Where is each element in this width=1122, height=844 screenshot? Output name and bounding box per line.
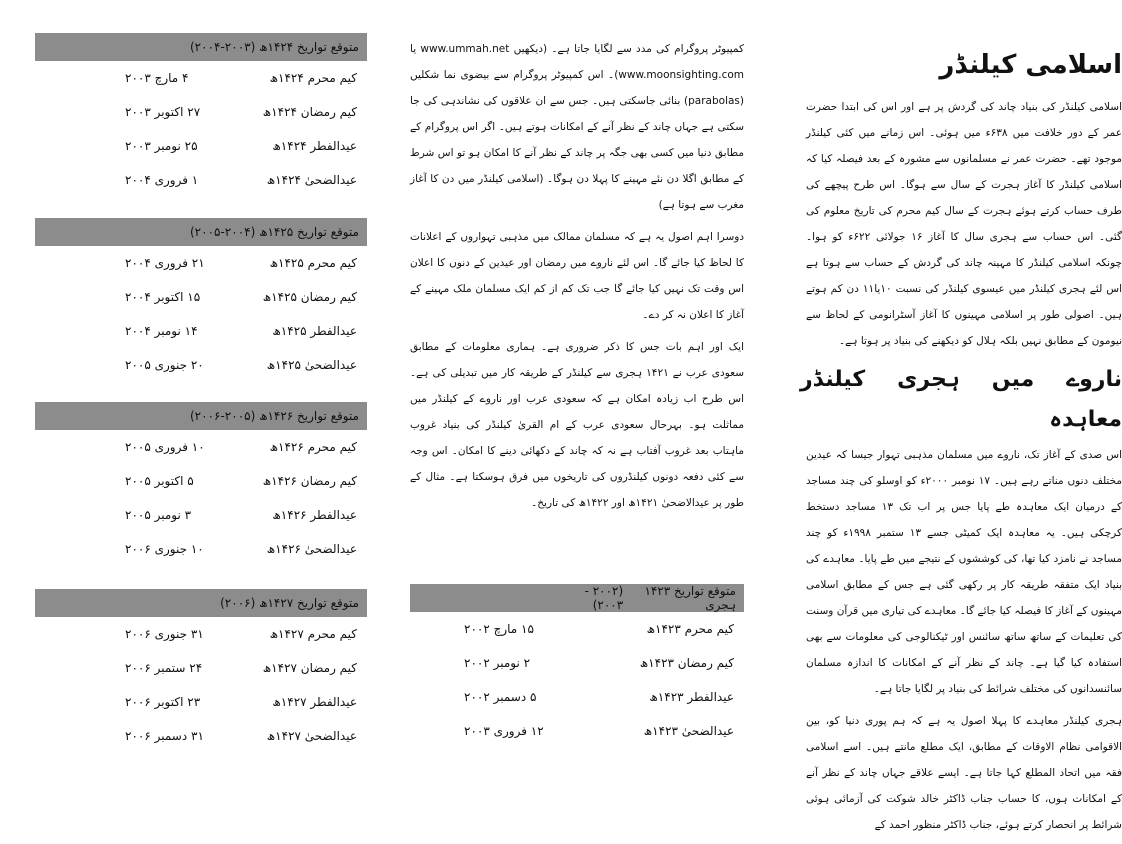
hijri-date: کیم محرم ۱۴۲۵ھ [269,256,357,270]
gregorian-date: ۴ مارچ ۲۰۰۳ [125,71,189,85]
hijri-date: کیم محرم ۱۴۲۴ھ [269,71,357,85]
table-row [410,714,744,748]
link-ummah[interactable]: www.ummah.net [420,43,510,55]
text-segment: )۔ اس کمپیوٹر پروگرام سے بیضوی نما شکلیں ( [410,69,744,107]
table-1423 [410,584,744,748]
hijri-date: عیدالضحیٰ ۱۴۲۴ھ [266,173,357,187]
paragraph-second-principle: دوسرا اہم اصول یہ ہے کہ مسلمان ممالک میں مذہبی تہواروں کے اعلانات کا لحاظ کیا جائے گا۔ اس لئے ناروے میں رمضان اور عیدین کے دنوں کا اعلان اس وقت تک نہیں کیا جائے گا جب تک کم از کم ایک مسلمان ملک مہینے کے آغاز کا اعلان نہ کر دے۔ [410,231,744,321]
table-header [35,589,367,617]
hijri-date: کیم رمضان ۱۴۲۵ھ [262,290,357,304]
table-row [35,617,367,651]
gregorian-date: ۱۴ نومبر ۲۰۰۴ [125,324,198,338]
gregorian-date: ۲۳ اکتوبر ۲۰۰۶ [125,695,201,709]
gregorian-date: ۳۱ دسمبر ۲۰۰۶ [125,729,204,743]
right-column [800,40,1122,844]
table-1427 [35,589,367,753]
table-header [410,584,744,612]
table-title: متوقع تواریخ ۱۴۲۴ھ (۲۰۰۳-۲۰۰۴) [189,40,359,54]
table-header [35,402,367,430]
paragraph-norway-agreement: اس صدی کے آغاز تک، ناروے میں مسلمان مذہبی تہوار جیسا کہ عیدین مختلف دنوں مناتے رہے ہیں۔ ۱۷ نومبر ۲۰۰۰ء کو اوسلو کی چند مساجد کے درمیان ایک معاہدہ طے پایا جس پر اب تک ۱۳ مساجد دستخط کرچکی ہیں۔ یہ معاہدہ ایک کمیٹی جسے ۱۳ ستمبر ۱۹۹۸ء کو چند مساجد نے نامزد کیا تھا، کی کوششوں کے نتیجے میں طے پایا۔ معاہدے کی بنیاد ایک متفقہ طریقہ کار پر رکھی گئی ہے جس کے مطابق اسلامی مہینوں کے آغاز کا فیصلہ کیا جائے گا۔ معاہدے کی تیاری میں قرآن وسنت کی تعلیمات کے ساتھ ساتھ سائنس اور ٹیکنالوجی کی معلومات سے بھی استفادہ کیا گیا ہے۔ چاند کے نظر آنے کے امکانات کا اندازہ مسلمان سائنسدانوں کی مختلف شرائط کی بنیاد پر لگایا جاتا ہے۔ [806,449,1122,695]
hijri-date: کیم محرم ۱۴۲۶ھ [269,440,357,454]
hijri-date: کیم محرم ۱۴۲۷ھ [269,627,357,641]
table-header [35,218,367,246]
gregorian-date: ۱۰ فروری ۲۰۰۵ [125,440,205,454]
hijri-date: عیدالفطر ۱۴۲۴ھ [272,139,357,153]
table-row [35,280,367,314]
table-header [35,33,367,61]
gregorian-date: ۱۵ اکتوبر ۲۰۰۴ [125,290,201,304]
hijri-date: عیدالضحیٰ ۱۴۲۷ھ [266,729,357,743]
table-title-years: (۲۰۰۲ - ۲۰۰۳) [584,584,624,612]
hijri-date: کیم رمضان ۱۴۲۷ھ [262,661,357,675]
text-segment: کمپیوٹر پروگرام کی مدد سے لگایا جاتا ہے۔ (دیکھیں [513,43,744,55]
gregorian-date: ۵ دسمبر ۲۰۰۲ [464,690,537,704]
hijri-date: عیدالفطر ۱۴۲۳ھ [649,690,734,704]
hijri-date: عیدالفطر ۱۴۲۷ھ [272,695,357,709]
gregorian-date: ۲۱ فروری ۲۰۰۴ [125,256,205,270]
gregorian-date: ۱ فروری ۲۰۰۴ [125,173,199,187]
gregorian-date: ۱۰ جنوری ۲۰۰۶ [125,542,204,556]
term-parabolas: parabolas [688,95,740,107]
table-title: متوقع تواریخ ۱۴۲۷ھ (۲۰۰۶) [220,596,359,610]
gregorian-date: ۱۲ فروری ۲۰۰۳ [464,724,544,738]
table-row [35,246,367,280]
gregorian-date: ۲۰ جنوری ۲۰۰۵ [125,358,204,372]
table-row [35,163,367,197]
hijri-date: عیدالضحیٰ ۱۴۲۶ھ [266,542,357,556]
table-row [35,685,367,719]
table-title: متوقع تواریخ ۱۴۲۳ ہجری [644,584,736,612]
paragraph-saudi-calendar: ایک اور اہم بات جس کا ذکر ضروری ہے۔ ہماری معلومات کے مطابق سعودی عرب نے ۱۴۲۱ ہجری سے کیلنڈر کے طریقہ کار میں تبدیلی کی ہے۔ اس طرح اب زیادہ امکان ہے کہ سعودی عرب اور ناروے کے کیلنڈر میں مماثلت ہو۔ بہرحال سعودی عرب کے ام القریٰ کیلنڈر کی بنیاد غروب ماہتاب بعد غروب آفتاب ہے نہ کہ چاند کے دکھائی دینے کا امکان۔ اس وجہ سے کئی دفعہ دونوں کیلنڈروں کی تاریخوں میں فرق ہوسکتا ہے۔ مثال کے طور پر عیدالاضحیٰ ۱۴۲۱ھ اور ۱۴۲۲ھ کی تاریخ۔ [410,341,744,509]
table-row [35,532,367,566]
table-row [35,348,367,382]
hijri-date: کیم محرم ۱۴۲۳ھ [646,622,734,636]
hijri-date: کیم رمضان ۱۴۲۳ھ [639,656,734,670]
table-row [35,430,367,464]
table-row [35,464,367,498]
table-row [35,498,367,532]
table-title: متوقع تواریخ ۱۴۲۵ھ (۲۰۰۴-۲۰۰۵) [189,225,359,239]
table-row [35,651,367,685]
table-title: متوقع تواریخ ۱۴۲۶ھ (۲۰۰۵-۲۰۰۶) [189,409,359,423]
table-row [35,314,367,348]
table-1426 [35,402,367,566]
gregorian-date: ۲ نومبر ۲۰۰۲ [464,656,531,670]
gregorian-date: ۲۵ نومبر ۲۰۰۳ [125,139,198,153]
table-row [410,646,744,680]
gregorian-date: ۳۱ جنوری ۲۰۰۶ [125,627,204,641]
hijri-date: عیدالضحیٰ ۱۴۲۳ھ [643,724,734,738]
heading-norway-agreement: ناروے میں ہجری کیلنڈر معاہدہ [800,367,1122,432]
table-row [35,95,367,129]
table-row [35,61,367,95]
gregorian-date: ۳ نومبر ۲۰۰۵ [125,508,192,522]
hijri-date: عیدالفطر ۱۴۲۵ھ [272,324,357,338]
hijri-date: عیدالفطر ۱۴۲۶ھ [272,508,357,522]
middle-column [410,36,744,522]
link-moonsighting[interactable]: www.moonsighting.com [618,69,744,81]
text-segment: یا [410,43,417,55]
hijri-date: کیم رمضان ۱۴۲۶ھ [262,474,357,488]
gregorian-date: ۲۴ ستمبر ۲۰۰۶ [125,661,203,675]
table-row [35,719,367,753]
text-segment: ) بنائی جاسکتی ہیں۔ جس سے ان علاقوں کی نشاندہی کی جا سکتی ہے جہاں چاند کے نظر آنے کے امکانات ہوتے ہیں۔ اگر اس پروگرام کے مطابق دنیا میں کسی بھی جگہ پر چاند کے نظر آنے کا امکان ہو تو اس شرط کے مطابق اگلا دن نئے مہینے کا پہلا دن ہوگا۔ (اسلامی کیلنڈر میں دن کا آغاز مغرب سے ہوتا ہے) [410,95,744,211]
paragraph-first-principle: ہجری کیلنڈر معاہدے کا پہلا اصول یہ ہے کہ ہم پوری دنیا کو، بین الاقوامی نظام الاوقات کے مطابق، ایک مطلع مانتے ہیں۔ اسے اسلامی فقہ میں اتحاد المطلع کہا جاتا ہے۔ ایسے علاقے جہاں چاند کے نظر آنے کے امکانات ہوں، کا حساب جناب ڈاکٹر خالد شوکت کی آزمائی ہوئی شرائط پر انحصار کرتے ہوئے، جناب ڈاکٹر منظور احمد کے [806,715,1122,831]
hijri-date: کیم رمضان ۱۴۲۴ھ [262,105,357,119]
gregorian-date: ۱۵ مارچ ۲۰۰۲ [464,622,534,636]
table-1425 [35,218,367,382]
table-row [410,612,744,646]
paragraph-computer-program [410,36,744,218]
table-row [35,129,367,163]
gregorian-date: ۲۷ اکتوبر ۲۰۰۳ [125,105,201,119]
hijri-date: عیدالضحیٰ ۱۴۲۵ھ [266,358,357,372]
table-row [410,680,744,714]
table-1424 [35,33,367,197]
gregorian-date: ۵ اکتوبر ۲۰۰۵ [125,474,194,488]
heading-islamic-calendar: اسلامی کیلنڈر [939,50,1122,80]
paragraph-islamic-calendar: اسلامی کیلنڈر کی بنیاد چاند کی گردش پر ہے اور اس کی ابتدا حضرت عمر کے دور خلافت میں ۶۳۸ء میں ہوئی۔ اس زمانے میں کئی کیلنڈر موجود تھے۔ حضرت عمر نے مسلمانوں سے مشورہ کے بعد فیصلہ کیا کہ اسلامی کیلنڈر کا آغاز ہجرت کے سال سے ہوگا۔ اس طرح پیچھے کی طرف حساب کرتے ہوئے ہجرت کے سال کیم محرم کی تاریخ معلوم کی گئی۔ اس حساب سے ہجری سال کا آغاز ۱۶ جولائی ۶۲۲ء کو ہوا۔ چونکہ اسلامی کیلنڈر کا مہینہ چاند کی گردش کے حساب سے ہوتا ہے اس لئے ہجری کیلنڈر میں عیسوی کیلنڈر کی نسبت ۱۰یا۱۱ دن کم ہوتے ہیں۔ اصولی طور پر اسلامی مہینوں کا آغاز آسٹرانومی کے لحاظ سے نیومون کے مطابق نہیں بلکہ ہلال کو دیکھنے کی بنیاد پر ہوتا ہے۔ [806,101,1122,347]
